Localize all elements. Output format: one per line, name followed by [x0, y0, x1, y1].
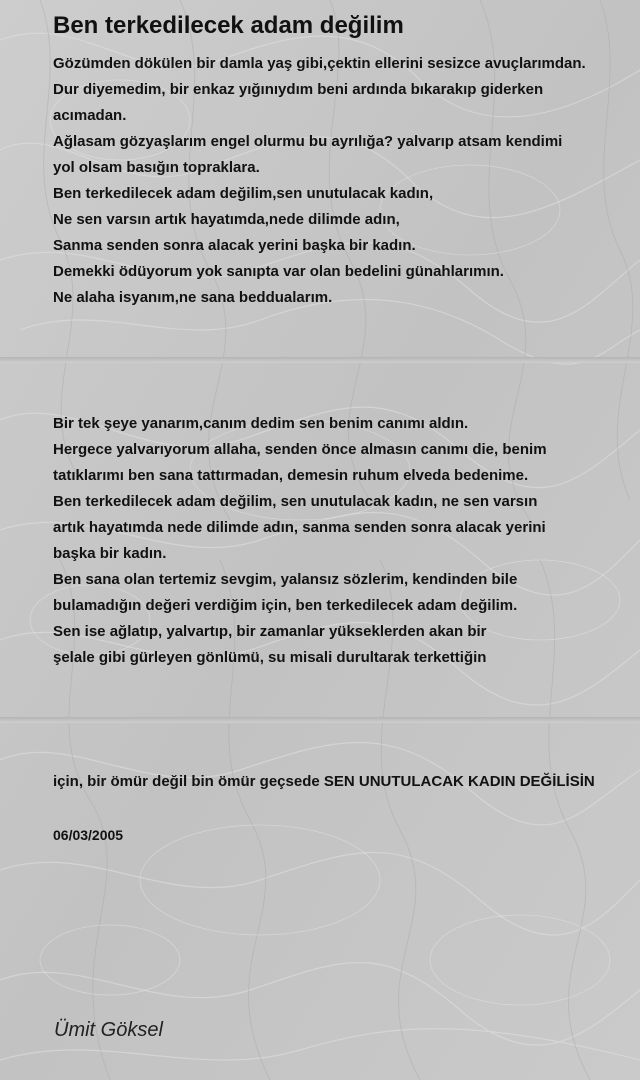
poem-title: Ben terkedilecek adam değilim: [53, 12, 404, 39]
poem-line: Sen ise ağlatıp, yalvartıp, bir zamanlar yükseklerden akan bir: [53, 623, 487, 640]
poem-line: Ne alaha isyanım,ne sana beddualarım.: [53, 289, 333, 306]
poem-stanza-1: [53, 51, 586, 311]
poem-line: acımadan.: [53, 107, 127, 124]
poem-line: tatıklarımı ben sana tattırmadan, demesin ruhum elveda bedenime.: [53, 467, 529, 484]
poem-line: Gözümden dökülen bir damla yaş gibi,çektin ellerini sesizce avuçlarımdan.: [53, 55, 586, 72]
poem-date: 06/03/2005: [53, 827, 124, 843]
poem-line: yol olsam basığın topraklara.: [53, 159, 260, 176]
poem-line: Ağlasam gözyaşlarım engel olurmu bu ayrılığa? yalvarıp atsam kendimi: [53, 133, 563, 150]
poem-line: Ben sana olan tertemiz sevgim, yalansız sözlerim, kendinden bile: [53, 571, 518, 588]
poem-line: artık hayatımda nede dilimde adın, sanma senden sonra alacak yerini: [53, 519, 546, 536]
poem-line: Ben terkedilecek adam değilim, sen unutulacak kadın, ne sen varsın: [53, 493, 538, 510]
poem-line: Dur diyemedim, bir enkaz yığınıydım beni ardında bıkarakıp giderken: [53, 81, 544, 98]
poem-line: Hergece yalvarıyorum allaha, senden önce almasın canımı die, benim: [53, 441, 547, 458]
poem-line: Demekki ödüyorum yok sanıpta var olan bedelini günahlarımın.: [53, 263, 504, 280]
poem-stanza-2: [53, 411, 547, 671]
poem-author: Ümit Göksel: [54, 1019, 163, 1041]
poem-line: Ben terkedilecek adam değilim,sen unutulacak kadın,: [53, 185, 434, 202]
poem-line: Ne sen varsın artık hayatımda,nede dilimde adın,: [53, 211, 400, 228]
poem-line: başka bir kadın.: [53, 545, 167, 562]
poem-line: Sanma senden sonra alacak yerini başka bir kadın.: [53, 237, 416, 254]
section-divider: [0, 717, 640, 723]
section-divider: [0, 357, 640, 363]
poem-line: bulamadığın değeri verdiğim için, ben terkedilecek adam değilim.: [53, 597, 518, 614]
poem-line: Bir tek şeye yanarım,canım dedim sen benim canımı aldın.: [53, 415, 469, 432]
poem-closing-line: için, bir ömür değil bin ömür geçsede SEN UNUTULACAK KADIN DEĞİLİSİN: [53, 773, 595, 790]
poem-line: şelale gibi gürleyen gönlümü, su misali durultarak terkettiğin: [53, 649, 487, 666]
